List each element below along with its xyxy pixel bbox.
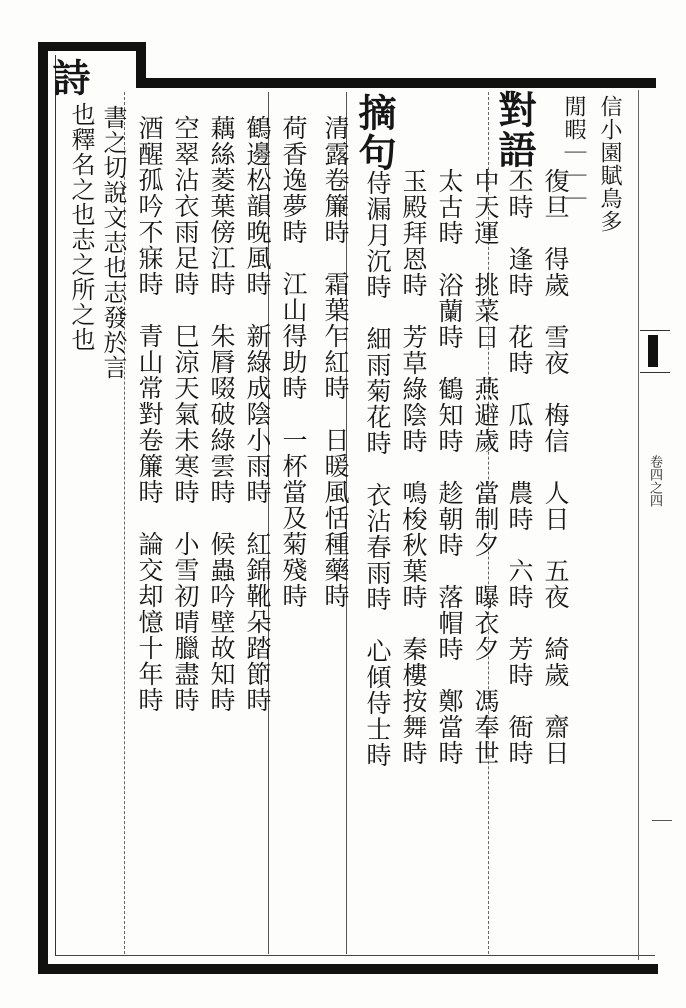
margin-note: 卷四之四 [647, 455, 662, 507]
frame-top-border [38, 42, 143, 51]
text-column: 酒醒孤吟不寐時 青山常對卷簾時 論交却憶十年時 [135, 115, 164, 713]
text-column: 空翠沾衣雨足時 巳涼天氣未寒時 小雪初晴臘盡時 [171, 115, 200, 713]
side-text: 也釋名之也志之所之也 [67, 102, 95, 352]
text-column: 鶴邊松韻晚風時 新綠成陰小雨時 紅錦靴朵踏節時 [243, 115, 272, 713]
text-column: 信小園賦鳥多 [597, 95, 622, 233]
text-column: 藕絲菱葉傍江時 朱脣啜破綠雲時 候蟲吟壁故知時 [207, 115, 236, 713]
margin-tab-line [640, 330, 670, 331]
text-column: 丕時 逢時 花時 瓜時 農時 六時 芳時 衙時 [505, 168, 534, 766]
section-heading-zhaiju: 摘句 [352, 93, 397, 173]
margin-tab-line [640, 372, 670, 373]
frame-left-border [38, 42, 48, 974]
text-column: 玉殿拜恩時 芳草綠陰時 鳴梭秋葉時 秦樓按舞時 [399, 168, 428, 766]
inner-bottom-rule [55, 955, 655, 956]
frame-top-border-right [136, 78, 656, 88]
text-column: 閒暇｜｜｜ [561, 95, 586, 210]
margin-mini-rule [652, 820, 672, 821]
text-column: 太古時 浴蘭時 鶴知時 趁朝時 落帽時 鄭當時 [435, 168, 464, 766]
text-column: 荷香逸夢時 江山得助時 一杯當及菊殘時 [279, 115, 308, 609]
text-column: 清露卷簾時 霜葉乍紅時 日暖風恬種藥時 [321, 115, 350, 609]
heading-text: 書之切說文志也志發於言 [99, 105, 127, 380]
text-column: 侍漏月沉時 細雨菊花時 衣沾春雨時 心傾侍士時 [363, 170, 392, 768]
margin-tab-mark [648, 335, 658, 367]
text-column: 復旦 得歲 雪夜 梅信 人日 五夜 綺歲 齋日 [541, 168, 570, 766]
heading-char: 詩 [46, 58, 91, 98]
section-heading-duiyu: 對語 [492, 90, 537, 170]
right-margin-rule [638, 90, 639, 960]
text-column: 中天運 挑菜日 燕避歲 當制夕 曝衣夕 馮奉世 [471, 168, 500, 766]
inner-left-rule [55, 55, 56, 955]
frame-bottom-border [38, 964, 658, 974]
